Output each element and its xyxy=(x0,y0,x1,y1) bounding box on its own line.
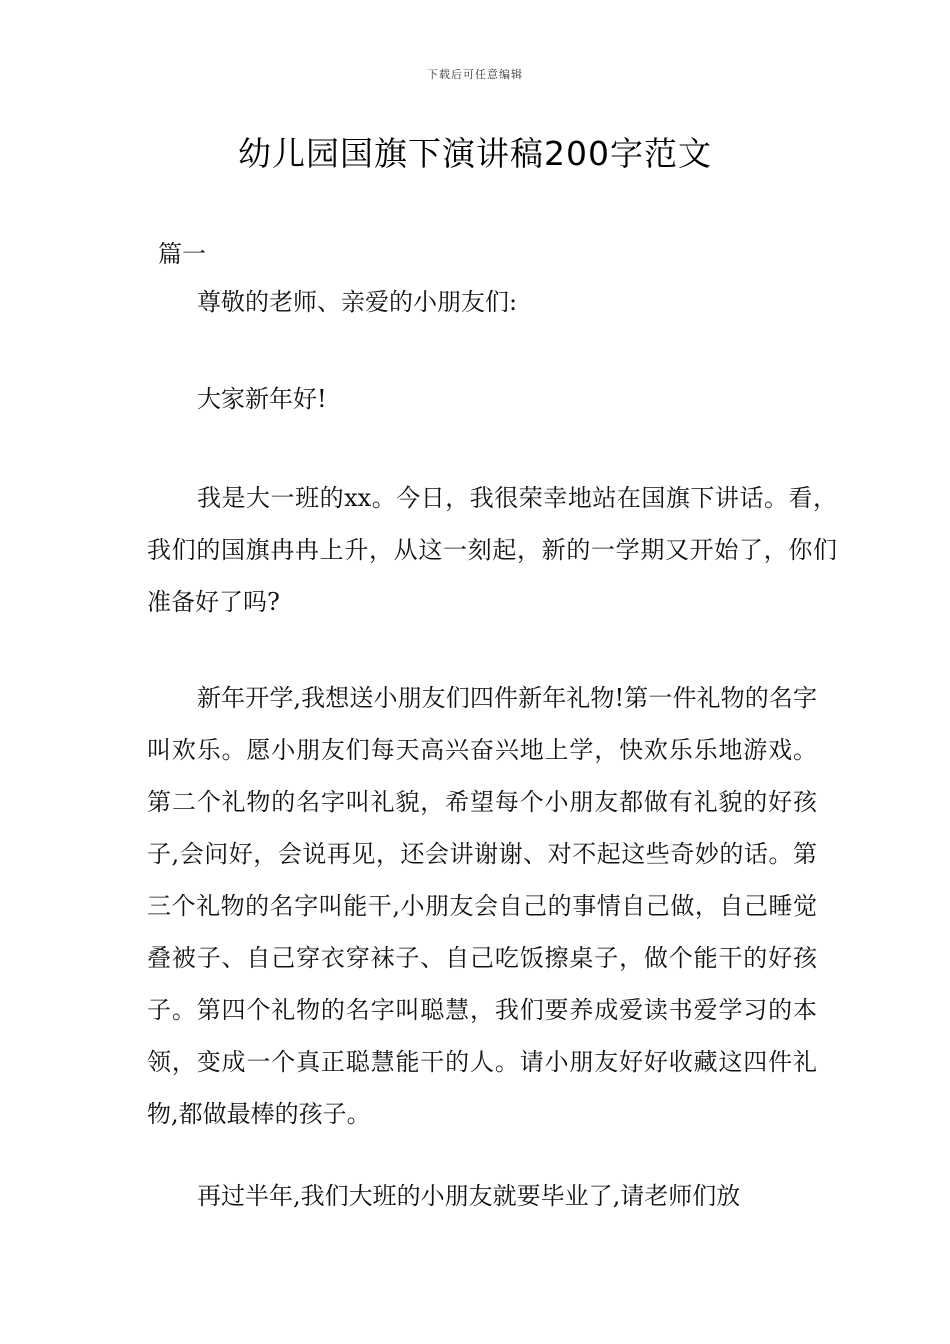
paragraph-intro: 我是大一班的xx。今日，我很荣幸地站在国旗下讲话。看，我们的国旗冉冉上升，从这一刻起，新的一学期又开始了，你们准备好了吗? xyxy=(147,484,837,616)
paragraph-new-year: 大家新年好! xyxy=(197,385,327,413)
header-note: 下载后可任意编辑 xyxy=(427,68,523,81)
paragraph-greeting: 尊敬的老师、亲爱的小朋友们: xyxy=(197,288,518,316)
paragraph-gifts: 新年开学,我想送小朋友们四件新年礼物!第一件礼物的名字叫欢乐。愿小朋友们每天高兴奋兴地上学，快欢乐乐地游戏。第二个礼物的名字叫礼貌，希望每个小朋友都做有礼貌的好孩子,会问好，会说再见，还会讲谢谢、对不起这些奇妙的话。第三个礼物的名字叫能干,小朋友会自己的事情自己做，自己睡觉叠被子、自己穿衣穿袜子、自己吃饭擦桌子，做个能干的好孩子。第四个礼物的名字叫聪慧，我们要养成爱读书爱学习的本领，变成一个真正聪慧能干的人。请小朋友好好收藏这四件礼物,都做最棒的孩子。 xyxy=(147,684,817,1128)
document-title: 幼儿园国旗下演讲稿200字范文 xyxy=(238,134,712,173)
section-label: 篇一 xyxy=(158,240,206,268)
paragraph-graduation: 再过半年,我们大班的小朋友就要毕业了,请老师们放 xyxy=(197,1182,741,1210)
